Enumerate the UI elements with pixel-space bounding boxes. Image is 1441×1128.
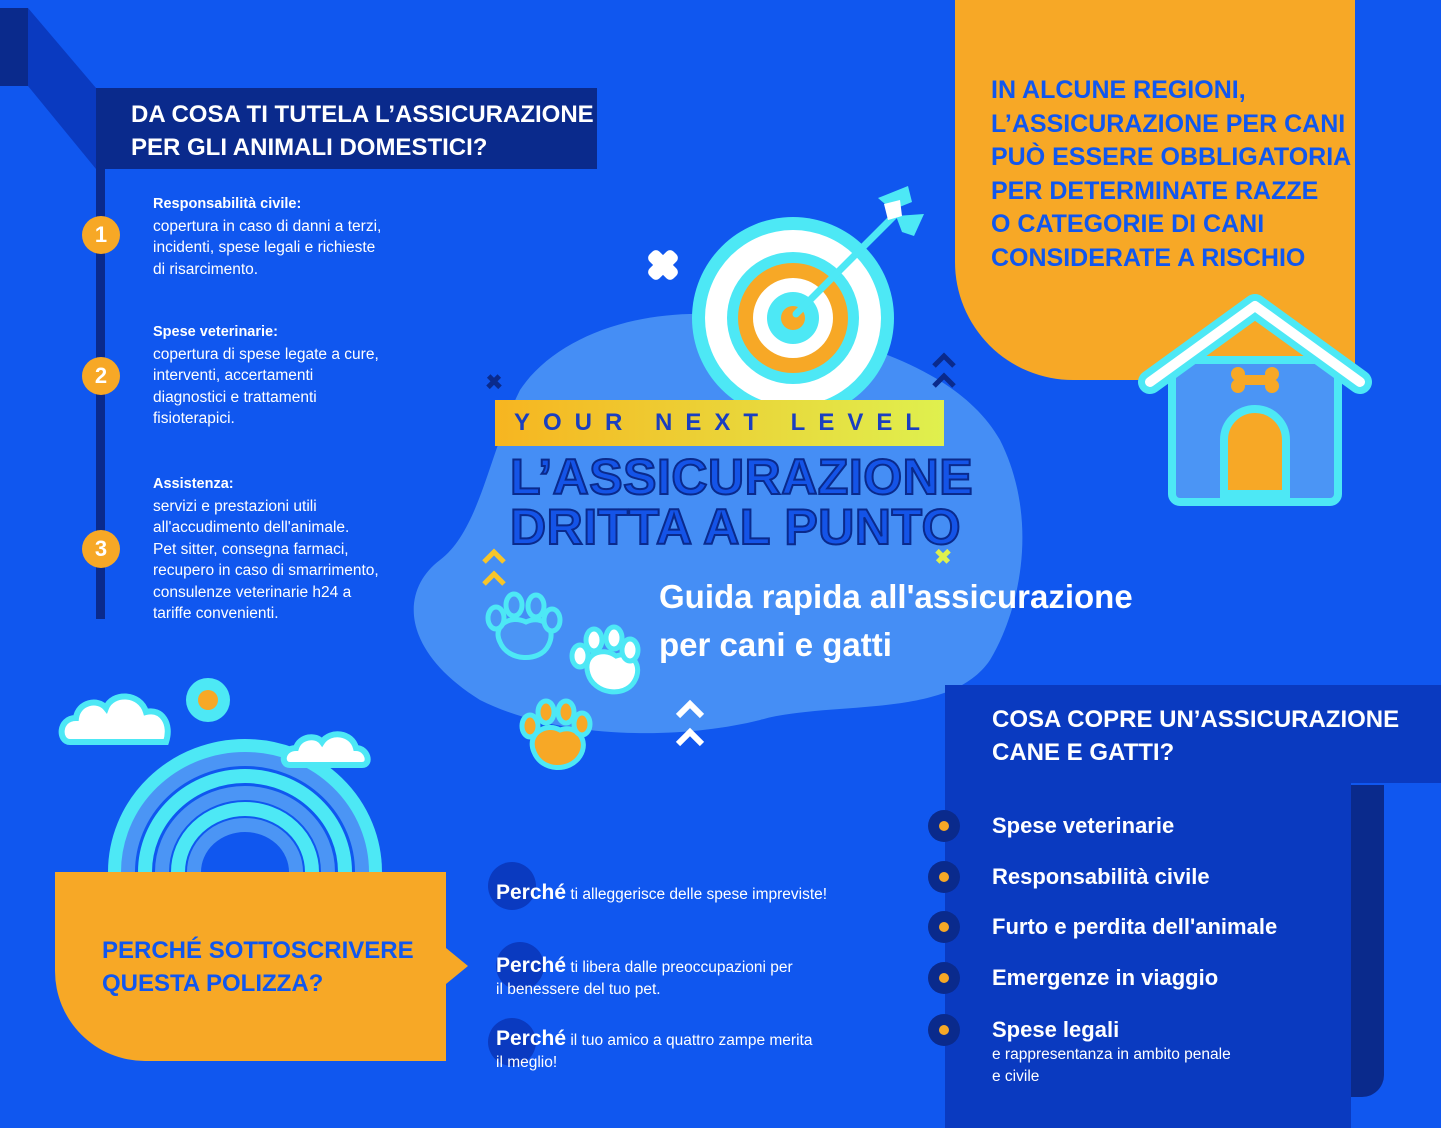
cross-icon	[646, 248, 680, 282]
copertura-item: Spese legali	[992, 1017, 1120, 1042]
tutela-item-assistenza: Assistenza: servizi e prestazioni utili all'accudimento dell'animale. Pet sitter, consegna farmaci, recupero in caso di smarrimento, consulenze veterinarie h24 a tariffe convenienti.	[153, 476, 379, 622]
copertura-note: e rappresentanza in ambito penale e civile	[992, 1046, 1231, 1085]
sun-icon	[186, 678, 230, 722]
hero-subtitle: Guida rapida all'assicurazione per cani e gatti	[659, 578, 1133, 663]
bullet-icon	[928, 861, 960, 893]
perche-title: PERCHÉ SOTTOSCRIVERE QUESTA POLIZZA?	[102, 937, 414, 997]
bullet-icon	[928, 810, 960, 842]
cloud-icon	[62, 696, 168, 742]
bullet-icon	[928, 911, 960, 943]
copertura-item: Responsabilità civile	[992, 864, 1210, 889]
copertura-item: Emergenze in viaggio	[992, 965, 1219, 990]
obbligo-text: IN ALCUNE REGIONI, L’ASSICURAZIONE PER CANI PUÒ ESSERE OBBLIGATORIA PER DETERMINATE RAZZE O CATEGORIE DI CANI CONSIDERATE A RISCHIO	[991, 76, 1352, 272]
tagline: YOUR NEXT LEVEL	[513, 409, 934, 436]
tutela-title: DA COSA TI TUTELA L’ASSICURAZIONE PER GLI ANIMALI DOMESTICI?	[96, 88, 597, 169]
copertura-item: Furto e perdita dell'animale	[992, 914, 1278, 939]
tutela-item-responsabilita: Responsabilità civile: copertura in caso di danni a terzi, incidenti, spese legali e richieste di risarcimento.	[153, 196, 382, 278]
bullet-icon	[928, 1014, 960, 1046]
perche-reason: Perché il tuo amico a quattro zampe merita il meglio!	[496, 1027, 813, 1071]
chevron-up-icon	[934, 356, 954, 386]
step-number-2: 2	[82, 357, 120, 395]
step-number-3: 3	[82, 530, 120, 568]
bullet-icon	[928, 962, 960, 994]
perche-reason: Perché ti libera dalle preoccupazioni per il benessere del tuo pet.	[496, 954, 793, 998]
hero-title: L’ASSICURAZIONE DRITTA AL PUNTO	[510, 449, 974, 555]
copertura-strip	[1351, 785, 1384, 1097]
ribbon-edge	[0, 8, 28, 86]
copertura-item: Spese veterinarie	[992, 813, 1175, 838]
perche-reason: Perché ti alleggerisce delle spese impreviste!	[496, 881, 828, 904]
tutela-item-spese-veterinarie: Spese veterinarie: copertura di spese legate a cure, interventi, accertamenti diagnostici e trattamenti fisioterapici.	[153, 324, 379, 427]
cloud-icon	[284, 734, 368, 765]
ribbon-fold	[28, 8, 96, 169]
step-number-1: 1	[82, 216, 120, 254]
copertura-title: COSA COPRE UN’ASSICURAZIONE CANE E GATTI?	[992, 706, 1400, 766]
cross-icon	[486, 374, 502, 389]
